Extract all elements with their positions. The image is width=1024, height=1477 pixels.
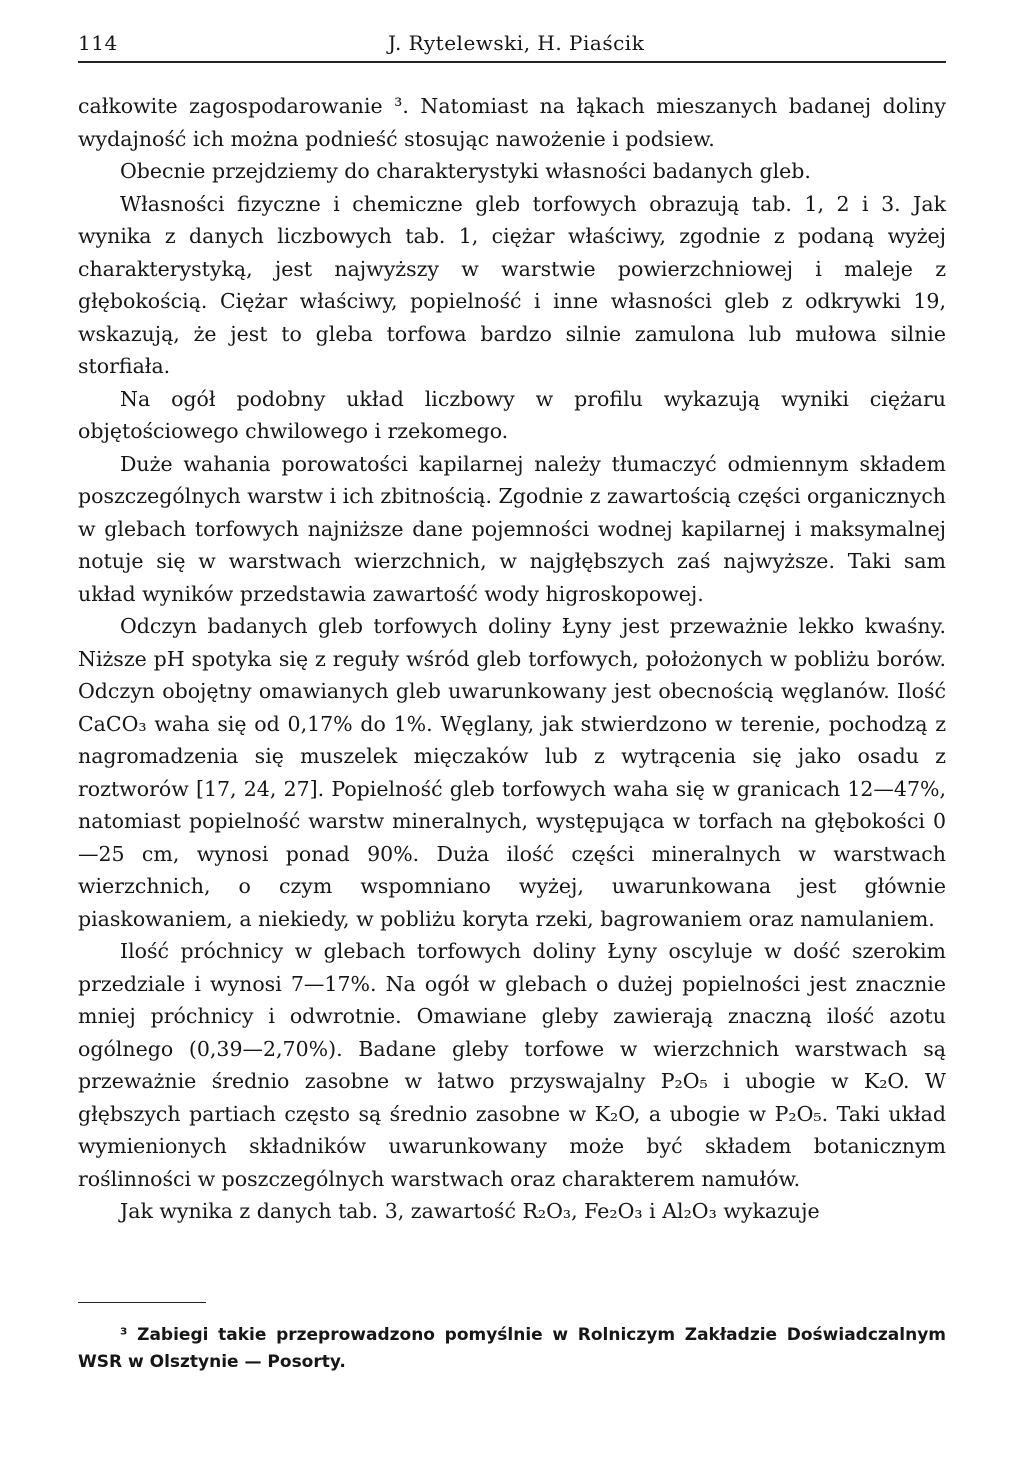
paragraph: Ilość próchnicy w glebach torfowych doliny Łyny oscyluje w dość szerokim przedziale i wynosi 7—17%. Na ogół w glebach o dużej popielności jest znacznie mniej próchnicy i odwrotnie. Omawiane gleby zawierają znaczną ilość azotu ogólnego (0,39—2,70%). Badane gleby torfowe w wierzchnich warstwach są przeważnie średnio zasobne w łatwo przyswajalny P₂O₅ i ubogie w K₂O. W głębszych partiach często są średnio zasobne w K₂O, a ubogie w P₂O₅. Taki układ wymienionych składników uwarunkowany może być składem botanicznym roślinności w poszczególnych warstwach oraz charakterem namułów.	[78, 939, 946, 1191]
paragraph: całkowite zagospodarowanie ³. Natomiast na łąkach mieszanych badanej doliny wydajność ich można podnieść stosując nawożenie i podsiew.	[78, 94, 946, 151]
running-title: J. Rytelewski, H. Piaścik	[388, 31, 645, 55]
footnote-divider	[78, 1302, 206, 1303]
paragraph: Duże wahania porowatości kapilarnej należy tłumaczyć odmiennym składem poszczególnych warstw i ich zbitnością. Zgodnie z zawartością części organicznych w glebach torfowych najniższe dane pojemności wodnej kapilarnej i maksymalnej notuje się w warstwach wierzchnich, w najgłębszych zaś najwyższe. Taki sam układ wyników przedstawia zawartość wody higroskopowej.	[78, 451, 947, 606]
paragraph: Obecnie przejdziemy do charakterystyki własności badanych gleb.	[120, 159, 811, 183]
paragraph: Na ogół podobny układ liczbowy w profilu wykazują wyniki ciężaru objętościowego chwilowego i rzekomego.	[78, 386, 946, 443]
page-header	[78, 27, 946, 63]
paragraph: Jak wynika z danych tab. 3, zawartość R₂O₃, Fe₂O₃ i Al₂O₃ wykazuje	[120, 1199, 820, 1223]
footnote: ³ Zabiegi takie przeprowadzono pomyślnie w Rolniczym Zakładzie Doświadczalnym WSR w Olsztynie — Posorty.	[78, 1325, 946, 1372]
paragraph: Własności fizyczne i chemiczne gleb torfowych obrazują tab. 1, 2 i 3. Jak wynika z danych liczbowych tab. 1, ciężar właściwy, zgodnie z podaną wyżej charakterystyką, jest najwyższy w warstwie powierzchniowej i maleje z głębokością. Ciężar właściwy, popielność i inne własności gleb z odkrywki 19, wskazują, że jest to gleba torfowa bardzo silnie zamulona lub mułowa silnie storfiała.	[78, 191, 946, 378]
paragraph: Odczyn badanych gleb torfowych doliny Łyny jest przeważnie lekko kwaśny. Niższe pH spotyka się z reguły wśród gleb torfowych, położonych w pobliżu borów. Odczyn obojętny omawianych gleb uwarunkowany jest obecnością węglanów. Ilość CaCO₃ waha się od 0,17% do 1%. Węglany, jak stwierdzono w terenie, pochodzą z nagromadzenia się muszelek mięczaków lub z wytrącenia się jako osadu z roztworów [17, 24, 27]. Popielność gleb torfowych waha się w granicach 12—47%, natomiast popielność warstw mineralnych, występująca w torfach na głębokości 0—25 cm, wynosi ponad 90%. Duża ilość części mineralnych w warstwach wierzchnich, o czym wspomniano wyżej, uwarunkowana jest głównie piaskowaniem, a niekiedy, w pobliżu koryta rzeki, bagrowaniem oraz namulaniem.	[78, 614, 946, 931]
page-number: 114	[78, 31, 118, 55]
body-text	[78, 90, 946, 1228]
